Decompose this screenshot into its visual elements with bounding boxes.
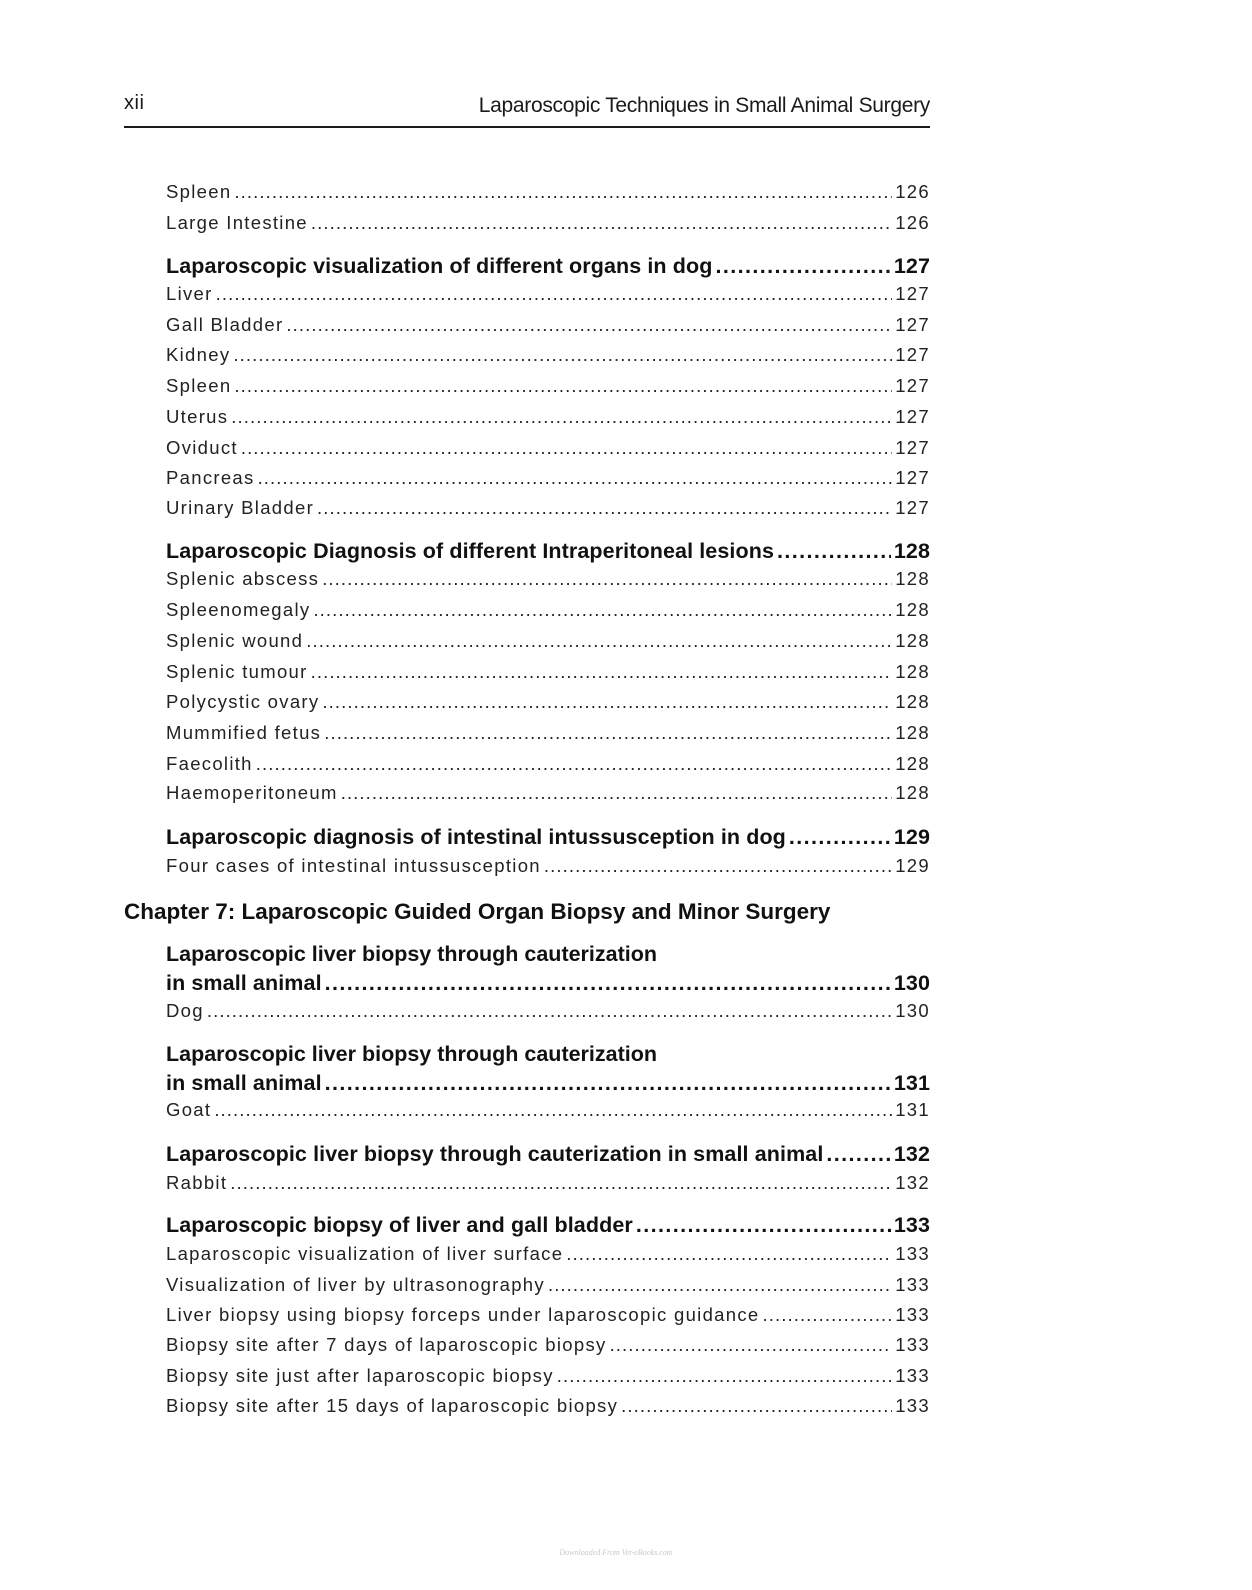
toc-entry-page: 127 — [895, 406, 930, 427]
toc-section-page: 132 — [893, 1142, 930, 1166]
toc-entry-page: 128 — [895, 661, 930, 682]
toc-entry — [166, 722, 930, 744]
dot-leader — [777, 539, 891, 564]
toc-entry — [166, 1334, 930, 1356]
toc-entry-page: 127 — [895, 314, 930, 335]
toc-entry-title: Spleenomegaly — [166, 599, 311, 620]
toc-entry — [166, 1099, 930, 1121]
toc-section — [166, 825, 930, 850]
dot-leader — [317, 497, 892, 519]
dot-leader — [544, 855, 892, 877]
dot-leader — [241, 437, 892, 459]
toc-entry-page: 132 — [895, 1172, 930, 1193]
dot-leader — [207, 1000, 892, 1022]
toc-entry — [166, 181, 930, 203]
toc-section — [166, 1142, 930, 1167]
dot-leader — [789, 825, 891, 850]
toc-entry-title: Liver biopsy using biopsy forceps under laparoscopic guidance — [166, 1304, 760, 1325]
toc-entry-page: 128 — [895, 782, 930, 803]
toc-entry-page: 127 — [895, 283, 930, 304]
dot-leader — [322, 568, 892, 590]
page-header — [124, 92, 930, 128]
toc-entry-title: Kidney — [166, 344, 231, 365]
toc-section — [166, 254, 930, 279]
toc-section-page: 130 — [893, 971, 930, 995]
toc-entry — [166, 855, 930, 877]
toc-section-title-line1: Laparoscopic liver biopsy through cauterization — [166, 942, 658, 966]
toc-entry-page: 127 — [895, 375, 930, 396]
toc-section — [166, 1213, 930, 1238]
dot-leader — [557, 1365, 892, 1387]
dot-leader — [233, 344, 892, 366]
toc-entry-page: 130 — [895, 1000, 930, 1021]
running-title: Laparoscopic Techniques in Small Animal Surgery — [478, 94, 930, 117]
toc-entry — [166, 630, 930, 652]
toc-entry — [166, 497, 930, 519]
toc-entry — [166, 568, 930, 590]
toc-entry-page: 133 — [895, 1304, 930, 1325]
toc-entry-title: Four cases of intestinal intussusception — [166, 855, 541, 876]
dot-leader — [311, 661, 893, 683]
toc-entry — [166, 1365, 930, 1387]
toc-section-page: 133 — [893, 1213, 930, 1237]
toc-entry-page: 133 — [895, 1334, 930, 1355]
download-watermark: Downloaded From Vet-eBooks.com — [559, 1548, 673, 1557]
dot-leader — [306, 630, 892, 652]
toc-entry-page: 128 — [895, 599, 930, 620]
toc-entry-title: Mummified fetus — [166, 722, 322, 743]
toc-entry-title: Spleen — [166, 181, 232, 202]
toc-section-title: Laparoscopic Diagnosis of different Intraperitoneal lesions — [166, 539, 775, 563]
toc-entry-title: Goat — [166, 1099, 212, 1120]
toc-entry-page: 128 — [895, 691, 930, 712]
toc-entry-page: 133 — [895, 1395, 930, 1416]
page-number: xii — [124, 92, 145, 114]
toc-entry — [166, 437, 930, 459]
toc-entry-page: 128 — [895, 753, 930, 774]
toc-section-page: 131 — [893, 1071, 930, 1095]
dot-leader — [230, 1172, 892, 1194]
toc-entry — [166, 1274, 930, 1296]
dot-leader — [311, 212, 892, 234]
toc-entry-title: Dog — [166, 1000, 204, 1021]
toc-entry — [166, 1304, 930, 1326]
toc-section-title-line2: in small animal — [166, 1071, 322, 1095]
toc-entry-page: 128 — [895, 568, 930, 589]
dot-leader — [826, 1142, 890, 1167]
dot-leader — [636, 1213, 891, 1238]
toc-entry-page: 133 — [895, 1274, 930, 1295]
toc-entry-title: Biopsy site after 15 days of laparoscopic biopsy — [166, 1395, 619, 1416]
dot-leader — [214, 1099, 892, 1121]
toc-entry — [166, 753, 930, 775]
toc-section-page: 127 — [893, 254, 930, 278]
toc-entry-title: Biopsy site after 7 days of laparoscopic biopsy — [166, 1334, 607, 1355]
dot-leader — [763, 1304, 893, 1326]
dot-leader — [715, 254, 890, 279]
toc-entry-page: 133 — [895, 1365, 930, 1386]
dot-leader — [325, 971, 891, 996]
dot-leader — [621, 1395, 892, 1417]
toc-entry-title: Gall Bladder — [166, 314, 284, 335]
dot-leader — [322, 691, 892, 713]
toc-entry — [166, 782, 930, 804]
toc-entry-page: 127 — [895, 467, 930, 488]
toc-section-title-line2: in small animal — [166, 971, 322, 995]
toc-entry-page: 127 — [895, 497, 930, 518]
toc-entry — [166, 1395, 930, 1417]
toc-entry — [166, 691, 930, 713]
toc-section — [166, 971, 930, 996]
toc-entry-title: Urinary Bladder — [166, 497, 315, 518]
toc-entry-title: Splenic abscess — [166, 568, 320, 589]
toc-entry — [166, 661, 930, 683]
dot-leader — [610, 1334, 893, 1356]
dot-leader — [286, 314, 892, 336]
toc-entry — [166, 212, 930, 234]
dot-leader — [234, 375, 892, 397]
toc-entry-title: Haemoperitoneum — [166, 782, 338, 803]
toc-entry-page: 127 — [895, 437, 930, 458]
toc-entry — [166, 1172, 930, 1194]
toc-entry — [166, 1000, 930, 1022]
toc-entry-page: 126 — [895, 212, 930, 233]
toc-entry-title: Pancreas — [166, 467, 255, 488]
toc-entry-title: Biopsy site just after laparoscopic biopsy — [166, 1365, 554, 1386]
dot-leader — [216, 283, 893, 305]
toc-entry — [166, 599, 930, 621]
toc-entry-page: 128 — [895, 630, 930, 651]
toc-section-page: 129 — [893, 825, 930, 849]
toc-entry-title: Splenic wound — [166, 630, 304, 651]
toc-entry-page: 129 — [895, 855, 930, 876]
toc-entry-title: Visualization of liver by ultrasonography — [166, 1274, 545, 1295]
dot-leader — [313, 599, 892, 621]
toc-section-page: 128 — [893, 539, 930, 563]
toc-section — [166, 1071, 930, 1096]
dot-leader — [234, 181, 892, 203]
dot-leader — [258, 467, 893, 489]
toc-entry — [166, 344, 930, 366]
dot-leader — [325, 1071, 891, 1096]
toc-entry — [166, 314, 930, 336]
toc-entry-title: Liver — [166, 283, 213, 304]
toc-entry-title: Uterus — [166, 406, 229, 427]
dot-leader — [324, 722, 892, 744]
toc-entry-page: 127 — [895, 344, 930, 365]
dot-leader — [256, 753, 892, 775]
toc-section-title-line1: Laparoscopic liver biopsy through cauterization — [166, 1042, 658, 1066]
toc-section-title: Laparoscopic diagnosis of intestinal intussusception in dog — [166, 825, 786, 849]
toc-entry-title: Rabbit — [166, 1172, 228, 1193]
toc-entry-page: 131 — [895, 1099, 930, 1120]
toc-entry-page: 126 — [895, 181, 930, 202]
toc-entry — [166, 467, 930, 489]
chapter-heading: Chapter 7: Laparoscopic Guided Organ Biopsy and Minor Surgery — [124, 899, 831, 924]
toc-section — [166, 539, 930, 564]
toc-section-title: Laparoscopic visualization of different organs in dog — [166, 254, 713, 278]
dot-leader — [566, 1243, 892, 1265]
toc-entry-title: Spleen — [166, 375, 232, 396]
toc-entry — [166, 283, 930, 305]
toc-entry — [166, 406, 930, 428]
toc-entry-title: Splenic tumour — [166, 661, 308, 682]
toc-entry-title: Laparoscopic visualization of liver surface — [166, 1243, 564, 1264]
toc-section-title: Laparoscopic biopsy of liver and gall bladder — [166, 1213, 633, 1237]
toc-section-title: Laparoscopic liver biopsy through cauterization in small animal — [166, 1142, 824, 1166]
toc-entry-page: 133 — [895, 1243, 930, 1264]
dot-leader — [341, 782, 893, 804]
toc-entry-title: Polycystic ovary — [166, 691, 320, 712]
toc-entry — [166, 1243, 930, 1265]
toc-entry — [166, 375, 930, 397]
dot-leader — [548, 1274, 892, 1296]
toc-entry-title: Large Intestine — [166, 212, 308, 233]
toc-entry-title: Oviduct — [166, 437, 238, 458]
toc-entry-title: Faecolith — [166, 753, 253, 774]
dot-leader — [231, 406, 892, 428]
toc-entry-page: 128 — [895, 722, 930, 743]
